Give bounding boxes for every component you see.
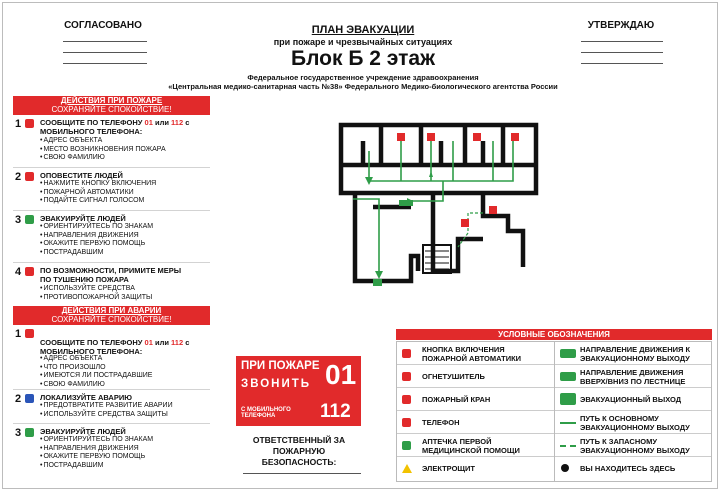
- floor-plan-walls: [341, 125, 536, 281]
- alarm-button-icon: [25, 172, 34, 181]
- step-bullets: • НАЖМИТЕ КНОПКУ ВКЛЮЧЕНИЯ • ПОЖАРНОЙ АВТОМАТИКИ • ПОДАЙТЕ СИГНАЛ ГОЛОСОМ: [40, 180, 156, 206]
- reserve-route-icon: [560, 445, 576, 447]
- fire-actions-subtitle: СОХРАНЯЙТЕ СПОКОЙСТВИЕ!: [51, 105, 172, 114]
- signature-line: [581, 41, 663, 42]
- legend-item: КНОПКА ВКЛЮЧЕНИЯ ПОЖАРНОЙ АВТОМАТИКИ: [397, 342, 554, 365]
- call-box-line-2: ЗВОНИТЬ: [241, 378, 312, 390]
- location-icon: [25, 394, 34, 403]
- exit-sign-icon: [399, 200, 413, 206]
- call-box-line-1: ПРИ ПОЖАРЕ: [241, 360, 320, 372]
- step-heading: ЛОКАЛИЗУЙТЕ АВАРИЮ: [40, 393, 132, 402]
- step-number: 1: [15, 118, 22, 130]
- step-bullets: • ПРЕДОТВРАТИТЕ РАЗВИТИЕ АВАРИИ • ИСПОЛЬЗУЙТЕ СРЕДСТВА ЗАЩИТЫ: [40, 402, 173, 419]
- legend-item: ПУТЬ К ОСНОВНОМУ ЭВАКУАЦИОННОМУ ВЫХОДУ: [555, 411, 711, 434]
- legend-item: ЭВАКУАЦИОННЫЙ ВЫХОД: [555, 388, 711, 411]
- step-heading: ПО ВОЗМОЖНОСТИ, ПРИМИТЕ МЕРЫ ПО ТУШЕНИЮ ПОЖАРА: [40, 266, 182, 284]
- approval-left-label: СОГЛАСОВАНО: [64, 20, 142, 31]
- accident-step-3: [13, 425, 210, 475]
- fire-step-3: [13, 212, 210, 263]
- page-subtitle: при пожаре и чрезвычайных ситуациях: [273, 37, 453, 47]
- evacuation-plan-sheet: [2, 2, 718, 489]
- step-number: 3: [15, 427, 22, 439]
- call-number-01: 01: [325, 359, 357, 390]
- step-number: 2: [15, 393, 22, 405]
- evacuation-route-reserve: [458, 213, 483, 247]
- evacuate-icon: [25, 428, 34, 437]
- signature-line: [63, 52, 147, 53]
- step-heading: ОПОВЕСТИТЕ ЛЮДЕЙ: [40, 171, 123, 180]
- org-line-1: Федеральное государственное учреждение здравоохранения: [247, 73, 479, 82]
- org-line-2: «Центральная медико-санитарная часть №38» Федерального Медико-биологического агентства России: [168, 82, 558, 91]
- fire-actions-title: ДЕЙСТВИЯ ПРИ ПОЖАРЕ: [60, 96, 163, 105]
- fire-equipment-icons: [397, 133, 519, 227]
- phone-icon: [25, 329, 34, 338]
- you-are-here-icon: [561, 464, 569, 472]
- signature-line: [63, 41, 147, 42]
- step-heading: ЭВАКУИРУЙТЕ ЛЮДЕЙ: [40, 427, 126, 436]
- fire-step-2: [13, 169, 210, 211]
- legend-item: АПТЕЧКА ПЕРВОЙ МЕДИЦИНСКОЙ ПОМОЩИ: [397, 434, 554, 457]
- accident-actions-title: ДЕЙСТВИЯ ПРИ АВАРИИ: [61, 306, 162, 315]
- legend-item: НАПРАВЛЕНИЕ ДВИЖЕНИЯ К ЭВАКУАЦИОННОМУ ВЫХОДУ: [555, 342, 711, 365]
- legend-title: УСЛОВНЫЕ ОБОЗНАЧЕНИЯ: [396, 329, 712, 340]
- step-bullets: • ОРИЕНТИРУЙТЕСЬ ПО ЗНАКАМ • НАПРАВЛЕНИЯ ДВИЖЕНИЯ • ОКАЖИТЕ ПЕРВУЮ ПОМОЩЬ • ПОСТРАДАВШИМ: [40, 436, 153, 470]
- accident-step-2: [13, 391, 210, 424]
- evacuate-icon: [25, 215, 34, 224]
- block-floor-title: Блок Б 2 этаж: [291, 47, 435, 70]
- legend-item: ВЫ НАХОДИТЕСЬ ЗДЕСЬ: [555, 457, 711, 480]
- extinguisher-icon: [402, 372, 411, 381]
- stairs-direction-icon: [560, 372, 576, 381]
- legend-item: ПУТЬ К ЗАПАСНОМУ ЭВАКУАЦИОННОМУ ВЫХОДУ: [555, 434, 711, 457]
- step-number: 4: [15, 266, 22, 278]
- accident-step-1: [13, 326, 210, 390]
- call-box-line-3: С МОБИЛЬНОГО ТЕЛЕФОНА: [241, 407, 291, 419]
- legend-item: ТЕЛЕФОН: [397, 411, 554, 434]
- step-bullets: • ИСПОЛЬЗУЙТЕ СРЕДСТВА • ПРОТИВОПОЖАРНОЙ ЗАЩИТЫ: [40, 285, 152, 302]
- signature-line: [581, 63, 663, 64]
- fire-hose-icon: [402, 395, 411, 404]
- exit-icon: [560, 393, 576, 405]
- responsible-person-label: ОТВЕТСТВЕННЫЙ ЗА ПОЖАРНУЮ БЕЗОПАСНОСТЬ:: [252, 435, 346, 467]
- stair-lines: [425, 251, 449, 269]
- phone-icon: [402, 418, 411, 427]
- step-heading: ЭВАКУИРУЙТЕ ЛЮДЕЙ: [40, 214, 126, 223]
- electric-panel-icon: [402, 464, 412, 473]
- fire-actions-header: [13, 96, 210, 115]
- signature-line: [243, 473, 361, 474]
- emergency-call-box: [236, 356, 361, 426]
- exit-sign-icon: [373, 279, 382, 286]
- step-bullets: • АДРЕС ОБЪЕКТА • ЧТО ПРОИЗОШЛО • ИМЕЮТСЯ ЛИ ПОСТРАДАВШИЕ • СВОЮ ФАМИЛИЮ: [40, 355, 152, 389]
- step-number: 3: [15, 214, 22, 226]
- step-heading: СООБЩИТЕ ПО ТЕЛЕФОНУ 01 или 112 с МОБИЛЬНОГО ТЕЛЕФОНА:: [40, 118, 190, 136]
- alarm-button-icon: [402, 349, 411, 358]
- step-number: 2: [15, 171, 22, 183]
- step-bullets: • ОРИЕНТИРУЙТЕСЬ ПО ЗНАКАМ • НАПРАВЛЕНИЯ ДВИЖЕНИЯ • ОКАЖИТЕ ПЕРВУЮ ПОМОЩЬ • ПОСТРАДАВШИМ: [40, 223, 153, 257]
- approval-right-label: УТВЕРЖДАЮ: [587, 20, 655, 31]
- extinguisher-icon: [25, 267, 34, 276]
- step-heading: СООБЩИТЕ ПО ТЕЛЕФОНУ 01 или 112 с МОБИЛЬНОГО ТЕЛЕФОНА:: [40, 338, 190, 356]
- phone-icon: [25, 119, 34, 128]
- first-aid-icon: [402, 441, 411, 450]
- main-route-icon: [560, 422, 576, 424]
- legend-item: ПОЖАРНЫЙ КРАН: [397, 388, 554, 411]
- fire-step-4: [13, 264, 210, 304]
- signature-line: [581, 52, 663, 53]
- legend-item: ОГНЕТУШИТЕЛЬ: [397, 365, 554, 388]
- accident-actions-header: [13, 306, 210, 325]
- call-number-112: 112: [320, 401, 351, 422]
- fire-step-1: [13, 116, 210, 168]
- accident-actions-subtitle: СОХРАНЯЙТЕ СПОКОЙСТВИЕ!: [51, 315, 172, 324]
- step-bullets: • АДРЕС ОБЪЕКТА • МЕСТО ВОЗНИКНОВЕНИЯ ПОЖАРА • СВОЮ ФАМИЛИЮ: [40, 137, 166, 163]
- floor-plan: [333, 121, 543, 301]
- step-number: 1: [15, 328, 22, 340]
- signature-line: [63, 63, 147, 64]
- legend-item: НАПРАВЛЕНИЕ ДВИЖЕНИЯ ВВЕРХ/ВНИЗ ПО ЛЕСТНИЦЕ: [555, 365, 711, 388]
- page-title: ПЛАН ЭВАКУАЦИИ: [311, 24, 415, 36]
- direction-icon: [560, 349, 576, 358]
- legend-item: ЭЛЕКТРОЩИТ: [397, 457, 554, 480]
- legend-table: [396, 341, 712, 482]
